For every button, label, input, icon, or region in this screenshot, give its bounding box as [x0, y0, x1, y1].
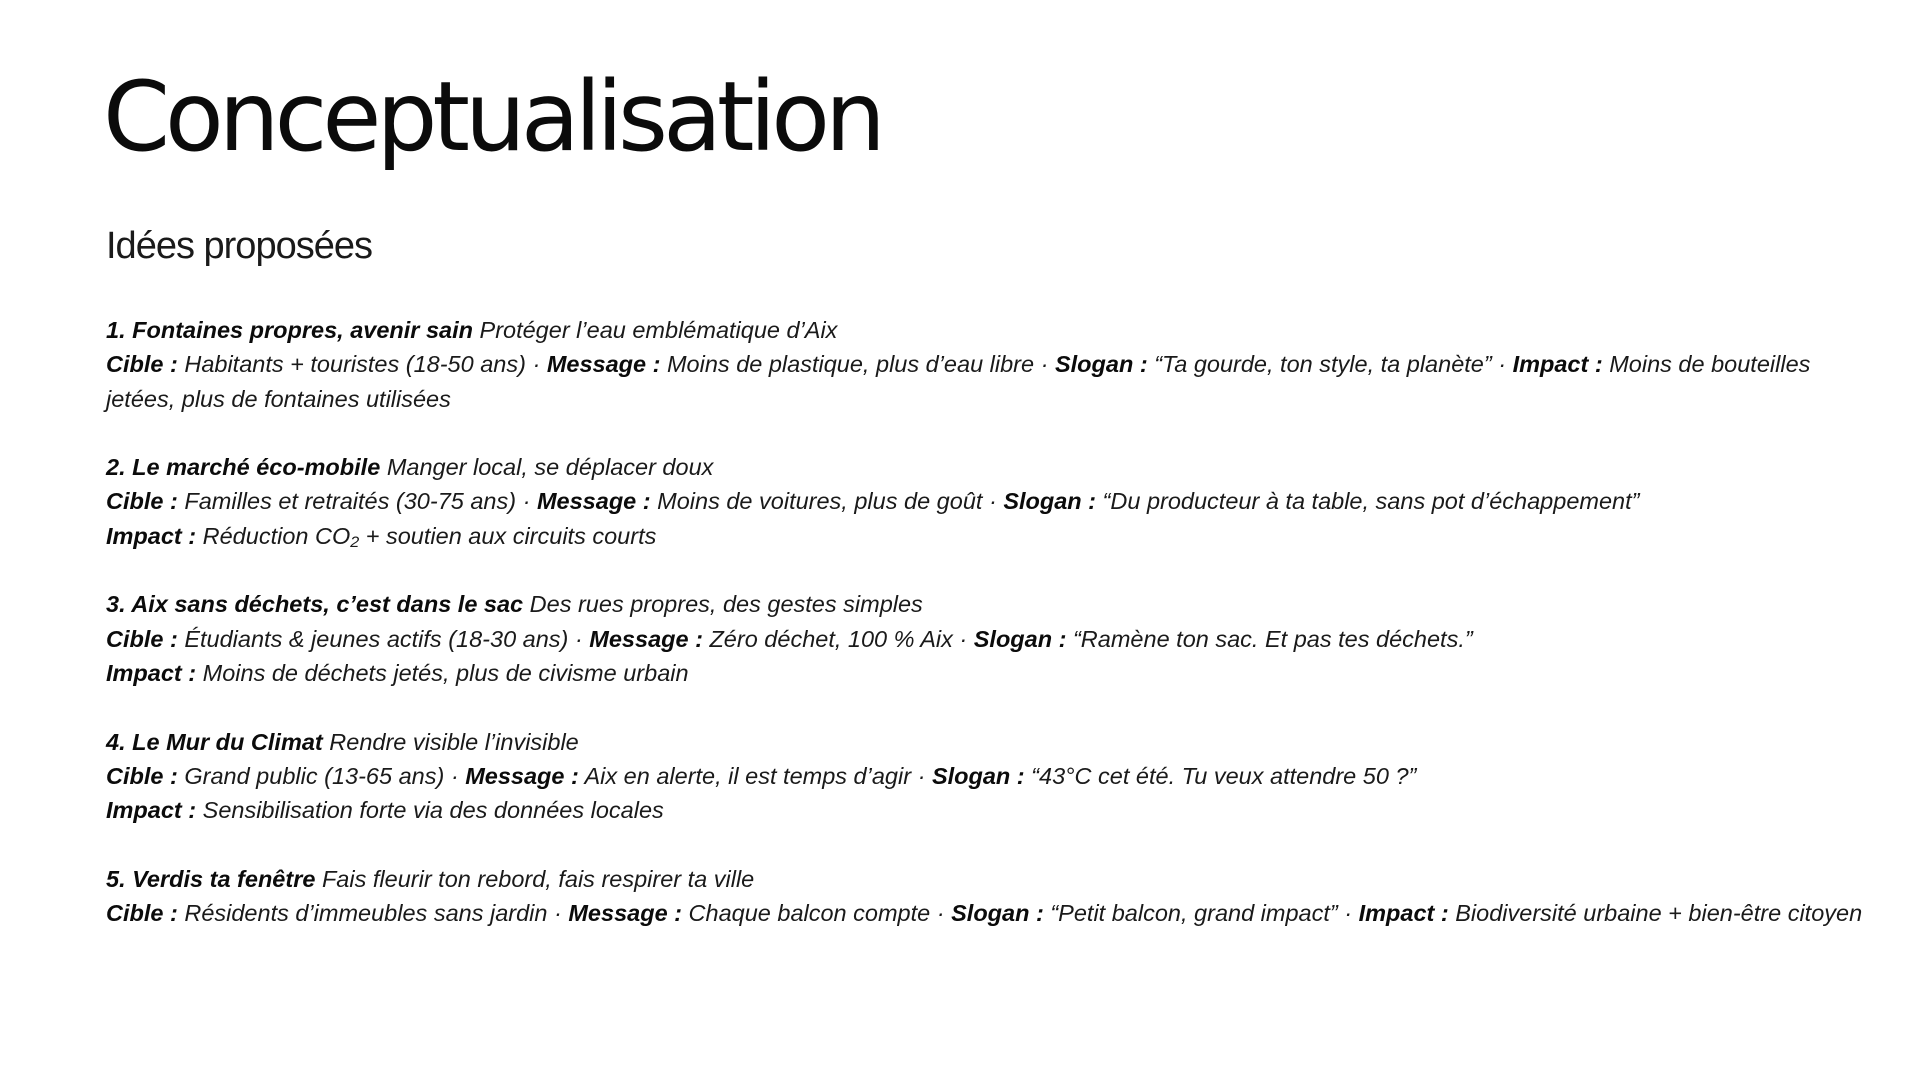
slogan-label: Slogan : [931, 762, 1025, 789]
idea-title-line [106, 862, 1866, 896]
impact-value: Réduction CO₂ + soutien aux circuits courts [202, 522, 657, 549]
impact-label: Impact : [1358, 900, 1449, 927]
message-label: Message : [589, 625, 703, 652]
cible-value: Familles et retraités (30-75 ans) [184, 488, 517, 515]
impact-value: Moins de bouteilles jetées, plus de fontaines utilisées [106, 351, 1811, 412]
idea-details: Cible : Résidents d’immeubles sans jardin · Message : Chaque balcon compte · Slogan : “Petit balcon, grand impact” · Impact : Biodiversité urbaine + bien-être citoyen [106, 900, 1863, 927]
slogan-value: “Petit balcon, grand impact” [1050, 900, 1338, 927]
idea-impact-line [106, 793, 1866, 827]
idea-details: Cible : Grand public (13-65 ans) · Message : Aix en alerte, il est temps d’agir · Slogan : “43°C cet été. Tu veux attendre 50 ?” [106, 762, 1417, 789]
message-value: Chaque balcon compte [688, 900, 931, 927]
idea-tagline: Rendre visible l’invisible [329, 728, 579, 755]
slogan-label: Slogan : [1003, 488, 1097, 515]
cible-label: Cible : [106, 900, 178, 927]
idea-title-line [106, 725, 1866, 759]
idea-details: Cible : Étudiants & jeunes actifs (18-30 ans) · Message : Zéro déchet, 100 % Aix · Slogan : “Ramène ton sac. Et pas tes déchets.” [106, 625, 1473, 652]
message-value: Moins de plastique, plus d’eau libre [666, 351, 1035, 378]
idea-title-line [106, 313, 1866, 347]
impact-label: Impact : [1512, 351, 1603, 378]
idea-item [106, 313, 1866, 416]
idea-impact-line [106, 656, 1866, 690]
idea-tagline: Manger local, se déplacer doux [386, 454, 714, 481]
idea-item [106, 862, 1866, 931]
idea-item [106, 450, 1866, 553]
message-value: Zéro déchet, 100 % Aix [709, 625, 953, 652]
message-value: Aix en alerte, il est temps d’agir [584, 762, 912, 789]
impact-value: Sensibilisation forte via des données locales [202, 797, 664, 824]
slogan-label: Slogan : [951, 900, 1044, 927]
idea-tagline: Fais fleurir ton rebord, fais respirer ta ville [321, 865, 755, 892]
idea-heading: 5. Verdis ta fenêtre [106, 865, 316, 892]
cible-value: Habitants + touristes (18-50 ans) [184, 351, 526, 378]
idea-title-line [106, 450, 1866, 484]
impact-value: Moins de déchets jetés, plus de civisme urbain [202, 659, 689, 686]
message-value: Moins de voitures, plus de goût [657, 488, 983, 515]
idea-details: Cible : Familles et retraités (30-75 ans) · Message : Moins de voitures, plus de goût · Slogan : “Du producteur à ta table, sans pot d’échappement” [106, 488, 1640, 515]
impact-label: Impact : [106, 659, 197, 686]
impact-label: Impact : [106, 522, 197, 549]
message-label: Message : [536, 488, 651, 515]
slogan-value: “Ta gourde, ton style, ta planète” [1154, 351, 1492, 378]
page-title: Conceptualisation [103, 61, 881, 173]
slogan-value: “43°C cet été. Tu veux attendre 50 ?” [1031, 762, 1417, 789]
slogan-value: “Du producteur à ta table, sans pot d’échappement” [1102, 488, 1640, 515]
idea-tagline: Des rues propres, des gestes simples [529, 591, 923, 618]
idea-heading: 1. Fontaines propres, avenir sain [106, 317, 473, 343]
impact-label: Impact : [106, 797, 197, 824]
idea-details: Cible : Habitants + touristes (18-50 ans) · Message : Moins de plastique, plus d’eau libre · Slogan : “Ta gourde, ton style, ta planète” · Impact : Moins de bouteilles jetées, plus de fontaines utilisées [106, 351, 1811, 412]
ideas-list [106, 313, 1866, 965]
cible-label: Cible : [106, 762, 178, 789]
section-subtitle: Idées proposées [106, 225, 372, 267]
message-label: Message : [546, 351, 661, 378]
idea-tagline: Protéger l’eau emblématique d’Aix [479, 317, 838, 343]
cible-label: Cible : [106, 488, 178, 515]
cible-value: Étudiants & jeunes actifs (18-30 ans) [184, 625, 569, 652]
slogan-label: Slogan : [1054, 351, 1148, 378]
idea-heading: 2. Le marché éco-mobile [106, 454, 381, 481]
impact-value: Biodiversité urbaine + bien-être citoyen [1455, 900, 1863, 927]
cible-label: Cible : [106, 625, 178, 652]
idea-title-line [106, 587, 1866, 621]
slogan-value: “Ramène ton sac. Et pas tes déchets.” [1072, 625, 1473, 652]
idea-heading: 4. Le Mur du Climat [106, 728, 323, 755]
idea-item [106, 587, 1866, 690]
idea-impact-line [106, 519, 1866, 553]
cible-label: Cible : [106, 351, 178, 378]
cible-value: Résidents d’immeubles sans jardin [184, 900, 548, 927]
slogan-label: Slogan : [973, 625, 1067, 652]
message-label: Message : [465, 762, 579, 789]
idea-heading: 3. Aix sans déchets, c’est dans le sac [106, 591, 524, 618]
cible-value: Grand public (13-65 ans) [184, 762, 445, 789]
idea-item [106, 725, 1866, 828]
message-label: Message : [568, 900, 682, 927]
